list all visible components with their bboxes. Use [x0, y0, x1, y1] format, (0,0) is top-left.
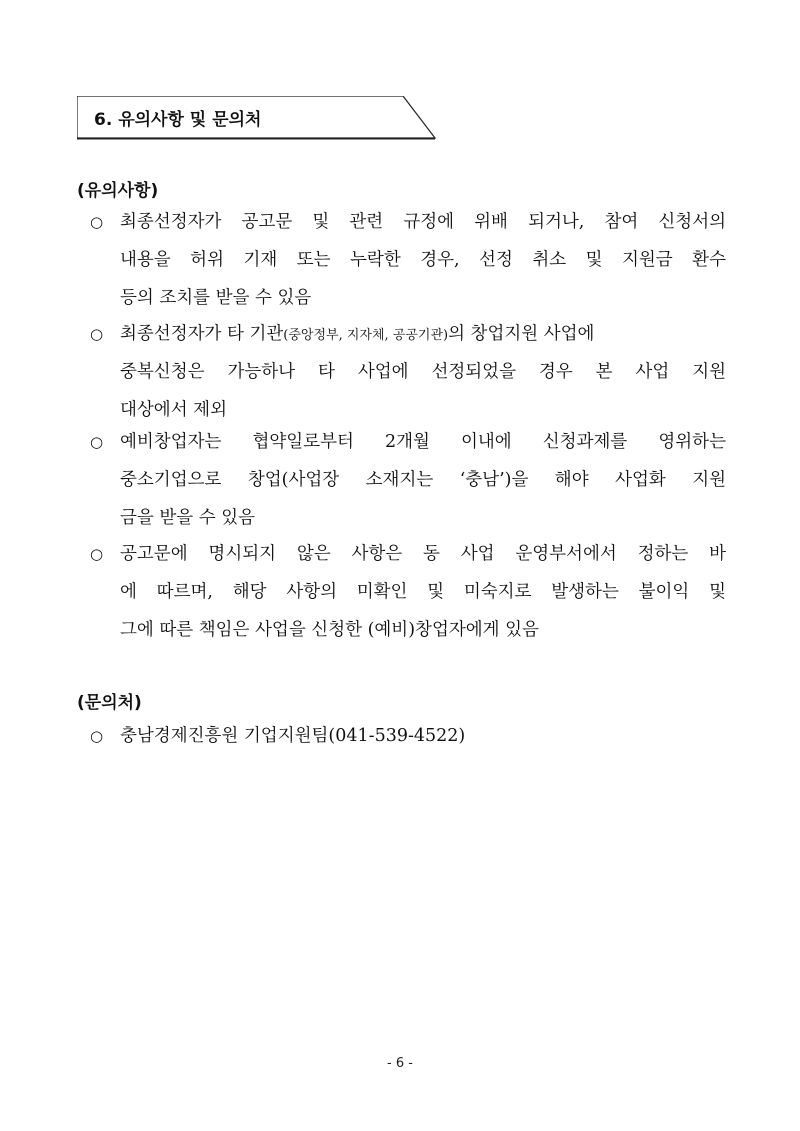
bullet-circle-icon: ○: [90, 325, 104, 343]
contact-text: 충남경제진흥원 기업지원팀(041-539-4522): [120, 726, 466, 746]
notes-item-2-line-3: 대상에서 제외: [120, 400, 227, 420]
notes-item-1-line-3: 등의 조치를 받을 수 있음: [120, 288, 312, 308]
notes-item-2-agencies: (중앙정부, 지자체, 공공기관): [283, 328, 449, 343]
notes-item-4-line-2: 에 따르며, 해당 사항의 미확인 및 미숙지로 발생하는 불이익 및: [120, 582, 726, 602]
notes-item-2-line-1-start: 최종선정자가 타 기관: [120, 324, 284, 344]
notes-item-1-line-2: 내용을 허위 기재 또는 누락한 경우, 선정 취소 및 지원금 환수: [120, 250, 726, 270]
bullet-circle-icon: ○: [90, 545, 104, 563]
page-number: - 6 -: [387, 1056, 413, 1071]
notes-item-3-line-2: 중소기업으로 창업(사업장 소재지는 ‘충남’)을 해야 사업화 지원: [120, 470, 726, 490]
notes-item-4-line-1: 공고문에 명시되지 않은 사항은 동 사업 운영부서에서 정하는 바: [120, 544, 726, 564]
contact-heading: (문의처): [77, 693, 142, 713]
notes-item-2-line-2: 중복신청은 가능하나 타 사업에 선정되었을 경우 본 사업 지원: [120, 362, 726, 382]
bullet-circle-icon: ○: [90, 727, 104, 745]
notes-item-1-line-1: 최종선정자가 공고문 및 관련 규정에 위배 되거나, 참여 신청서의: [120, 212, 726, 232]
notes-item-4-line-3: 그에 따른 책임은 사업을 신청한 (예비)창업자에게 있음: [120, 620, 539, 640]
section-title: 6. 유의사항 및 문의처: [94, 110, 262, 130]
bullet-circle-icon: ○: [90, 433, 104, 451]
notes-item-2-line-1: [120, 316, 726, 352]
notes-item-3-line-1: 예비창업자는 협약일로부터 2개월 이내에 신청과제를 영위하는: [120, 432, 726, 452]
bullet-circle-icon: ○: [90, 213, 104, 231]
notes-heading: (유의사항): [77, 181, 159, 201]
section-heading-box: [77, 96, 437, 140]
notes-item-2-line-1-end: 의 창업지원 사업에: [448, 324, 595, 344]
notes-item-3-line-3: 금을 받을 수 있음: [120, 508, 256, 528]
